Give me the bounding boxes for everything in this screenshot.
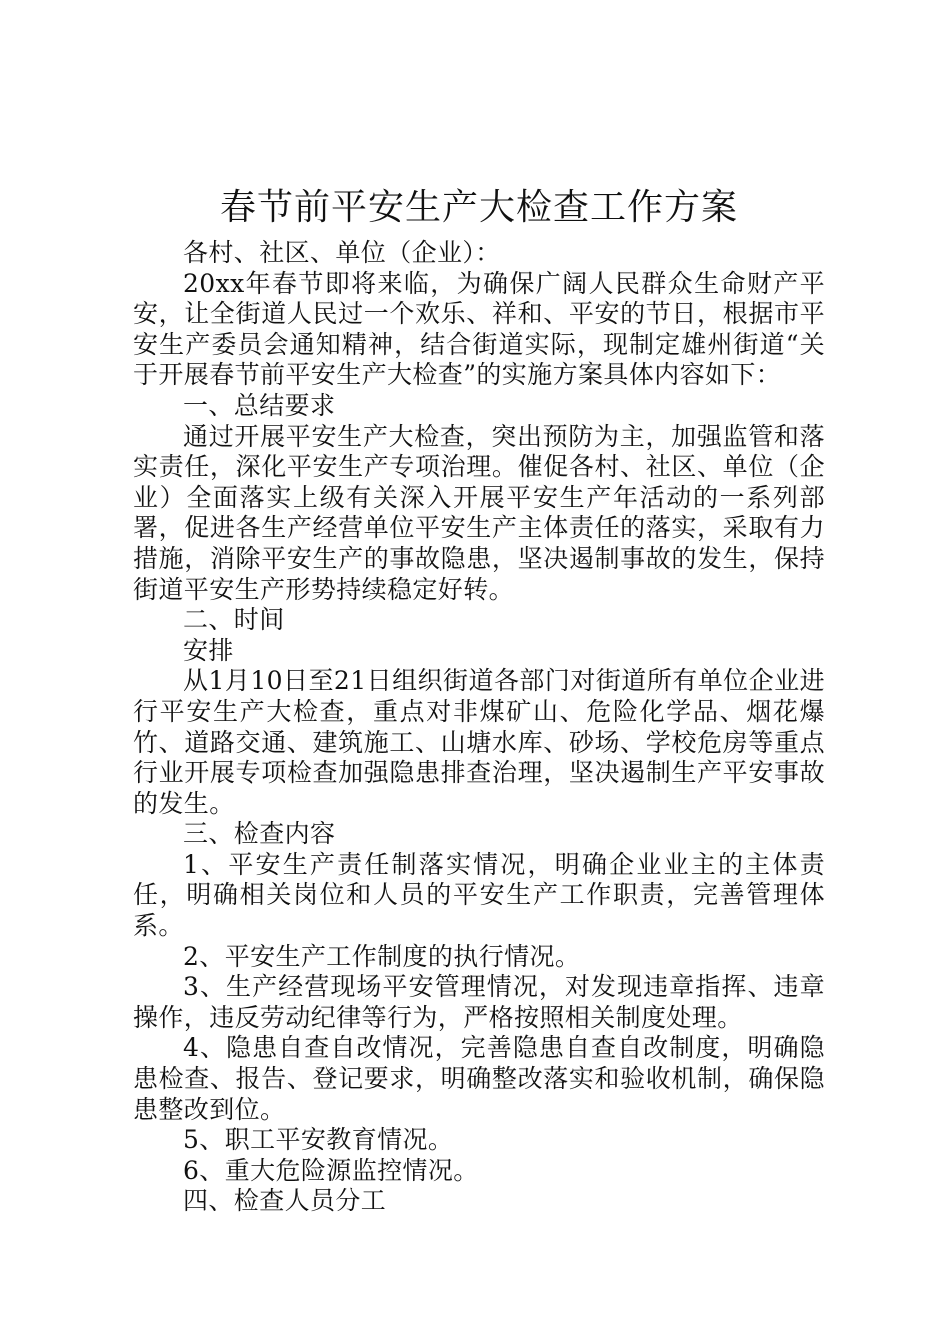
section-heading-requirements: 一、总结要求 <box>183 390 336 420</box>
requirements-paragraph: 通过开展平安生产大检查，突出预防为主，加强监管和落实责任，深化平安生产专项治理。催促各村、社区、单位（企业）全面落实上级有关深入开展平安生产年活动的一系列部署，促进各生产经营单位平安生产主体责任的落实，采取有力措施，消除平安生产的事故隐患，坚决遏制事故的发生，保持街道平安生产形势持续稳定好转。 <box>133 421 825 604</box>
content-item-4: 4、隐患自查自改情况，完善隐患自查自改制度，明确隐患检查、报告、登记要求，明确整改落实和验收机制，确保隐患整改到位。 <box>133 1033 825 1124</box>
content-item-1: 1、平安生产责任制落实情况，明确企业业主的主体责任，明确相关岗位和人员的平安生产工作职责，完善管理体系。 <box>133 849 825 941</box>
section-heading-content: 三、检查内容 <box>183 819 336 849</box>
time-arrangement-label: 安排 <box>183 635 234 665</box>
salutation: 各村、社区、单位（企业）： <box>183 238 501 267</box>
intro-paragraph: 20xx年春节即将来临，为确保广阔人民群众生命财产平安，让全街道人民过一个欢乐、祥和、平安的节日，根据市平安生产委员会通知精神，结合街道实际，现制定雄州街道“关于开展春节前平安生产大检查”的实施方案具体内容如下： <box>133 268 825 390</box>
document-title: 春节前平安生产大检查工作方案 <box>219 187 738 228</box>
content-item-2: 2、平安生产工作制度的执行情况。 <box>183 941 581 971</box>
document-page <box>133 180 825 1217</box>
content-item-3: 3、生产经营现场平安管理情况，对发现违章指挥、违章操作，违反劳动纪律等行为，严格按照相关制度处理。 <box>133 972 825 1032</box>
content-item-5: 5、职工平安教育情况。 <box>183 1125 454 1155</box>
content-item-6: 6、重大危险源监控情况。 <box>183 1155 479 1185</box>
time-paragraph: 从1月10日至21日组织街道各部门对街道所有单位企业进行平安生产大检查，重点对非煤矿山、危险化学品、烟花爆竹、道路交通、建筑施工、山塘水库、砂场、学校危房等重点行业开展专项检查加强隐患排查治理，坚决遏制生产平安事故的发生。 <box>133 666 825 818</box>
section-heading-staff: 四、检查人员分工 <box>183 1186 387 1216</box>
section-heading-time: 二、时间 <box>183 605 285 635</box>
